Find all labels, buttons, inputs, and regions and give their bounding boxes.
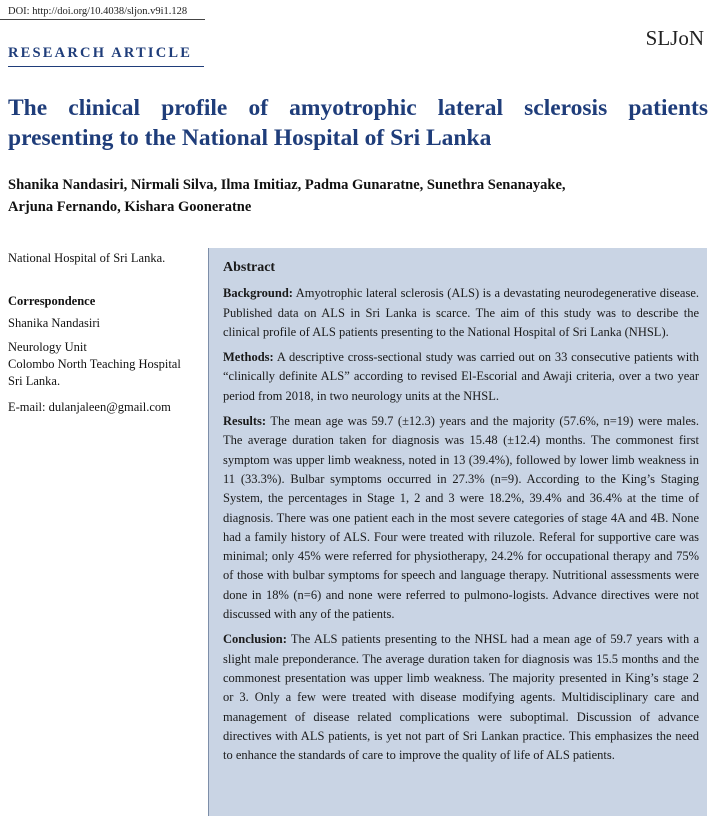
conclusion-text: The ALS patients presenting to the NHSL had a mean age of 59.7 years with a slight male preponderance. The average duration taken for diagnosis was 15.5 months and the commonest presentation was upper limb weakness. The majority presented in King’s stage 2 or 3. Only a few were treated with disease modifying agents. Multidisciplinary care and management of disease related complications were suboptimal. Discussion of advance directives with ALS patients, is yet not part of Sri Lankan practice. This emphasizes the need to enhance the standards of care to improve the quality of life of ALS patients. [223, 632, 699, 763]
abstract-results [223, 412, 699, 624]
background-text: Amyotrophic lateral sclerosis (ALS) is a devastating neurodegenerative disease. Published data on ALS in Sri Lanka is scarce. The aim of this study was to describe the clinical profile of ALS patients presenting to the National Hospital of Sri Lanka (NHSL). [223, 286, 699, 339]
results-text: The mean age was 59.7 (±12.3) years and the majority (57.6%, n=19) were males. The average duration taken for diagnosis was 15.48 (±12.4) months. The commonest first symptom was upper limb weakness, noted in 13 (39.4%), followed by lower limb weakness in 11 (33.3%). Bulbar symptoms occurred in 27.3% (n=9). According to the King’s Staging System, the percentages in Stage 1, 2 and 3 were 18.2%, 39.4% and 36.4% at the time of diagnosis. There was one patient each in the most severe categories of stage 4A and 4B. None had a family history of ALS. Four were treated with riluzole. Referal for supportive care was minimal; only 45% were referred for physiotherapy, 24.2% for occupational therapy and 75% of those with bulbar symptoms for speech and language therapy. Nutritional assessments were done in 18% (n=6) and none were referred to pulmono-logists. Advance directives were not discussed with any of the patients. [223, 414, 699, 622]
address-line: Neurology Unit [8, 340, 87, 354]
correspondence-email[interactable]: E-mail: dulanjaleen@gmail.com [8, 400, 171, 414]
address-line: Colombo North Teaching Hospital [8, 357, 181, 371]
results-label: Results: [223, 414, 267, 429]
author-line-1: Shanika Nandasiri, Nirmali Silva, Ilma Imitiaz, Padma Gunaratne, Sunethra Senanayake, [8, 177, 566, 193]
header-rule [0, 19, 205, 20]
methods-label: Methods: [223, 350, 274, 365]
abstract-heading: Abstract [223, 260, 276, 275]
article-title: The clinical profile of amyotrophic lateral sclerosis patients presenting to the National Hospital of Sri Lanka [8, 95, 708, 151]
journal-name: SLJoN [645, 26, 704, 50]
author-list [8, 174, 648, 218]
author-line-2: Arjuna Fernando, Kishara Gooneratne [8, 199, 252, 215]
abstract-conclusion [223, 630, 699, 765]
correspondence-heading: Correspondence [8, 294, 96, 308]
article-type-underline [8, 66, 204, 67]
abstract-box [208, 248, 707, 816]
address-line: Sri Lanka. [8, 374, 61, 388]
conclusion-label: Conclusion: [223, 632, 287, 647]
article-type-label: RESEARCH ARTICLE [8, 45, 193, 61]
abstract-background [223, 284, 699, 342]
affiliation: National Hospital of Sri Lanka. [8, 251, 166, 265]
background-label: Background: [223, 286, 293, 301]
correspondence-name: Shanika Nandasiri [8, 316, 100, 330]
correspondence-address [8, 339, 203, 390]
doi-link[interactable]: DOI: http://doi.org/10.4038/sljon.v9i1.128 [8, 6, 188, 17]
methods-text: A descriptive cross-sectional study was carried out on 33 consecutive patients with “clinically definite ALS” according to revised El-Escorial and Awaji criteria, over a two year period from 2018, in two neurology units at the NHSL. [223, 350, 699, 403]
abstract-methods [223, 348, 699, 406]
affiliation-sidebar [8, 250, 203, 416]
